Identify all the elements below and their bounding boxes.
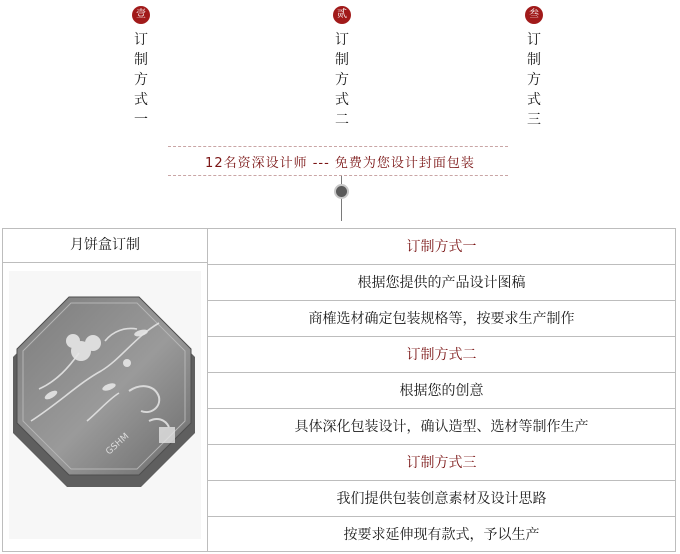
method-2-detail-1: 根据您的创意 [208, 373, 675, 409]
method-2-header: 订制方式二 [208, 337, 675, 373]
method-badge-2: 贰 [333, 6, 351, 24]
method-title-char: 订 [134, 32, 148, 48]
method-title-char: 式 [335, 92, 349, 108]
method-details-column [208, 229, 675, 551]
tagline: 12名资深设计师 --- 免费为您设计封面包装 [205, 156, 475, 171]
method-title-3 [527, 30, 541, 130]
method-badge-3: 叁 [525, 6, 543, 24]
product-brand: GSHM [104, 431, 132, 458]
method-title-char: 方 [527, 72, 541, 88]
pin-icon [336, 186, 347, 197]
customization-table [2, 228, 676, 552]
method-column-2 [330, 6, 354, 130]
method-title-char: 制 [134, 52, 148, 68]
method-title-char: 式 [527, 92, 541, 108]
tagline-bottom-divider [168, 175, 508, 176]
method-1-detail-1: 根据您提供的产品设计图稿 [208, 265, 675, 301]
product-column-header: 月饼盒订制 [3, 229, 207, 263]
method-title-char: 方 [335, 72, 349, 88]
product-column [3, 229, 208, 551]
method-title-char: 制 [335, 52, 349, 68]
method-badge-1: 壹 [132, 6, 150, 24]
method-column-3 [522, 6, 546, 130]
method-title-char: 方 [134, 72, 148, 88]
method-1-header: 订制方式一 [208, 229, 675, 265]
method-2-detail-2: 具体深化包装设计，确认造型、选材等制作生产 [208, 409, 675, 445]
method-title-char: 订 [335, 32, 349, 48]
method-title-char: 式 [134, 92, 148, 108]
method-1-detail-2: 商榷选材确定包装规格等，按要求生产制作 [208, 301, 675, 337]
method-title-char: 制 [527, 52, 541, 68]
mooncake-box-icon [9, 271, 201, 539]
method-title-char: 订 [527, 32, 541, 48]
method-column-1 [129, 6, 153, 130]
method-title-1 [134, 30, 148, 130]
pin-stem [341, 176, 342, 221]
method-3-detail-2: 按要求延伸现有款式，予以生产 [343, 527, 540, 543]
method-title-char: 二 [335, 112, 349, 128]
method-3-header: 订制方式三 [208, 445, 675, 481]
method-title-char: 一 [134, 112, 148, 128]
mooncake-box-image [9, 271, 201, 539]
method-3-detail-1: 我们提供包装创意素材及设计思路 [208, 481, 675, 517]
method-title-2 [335, 30, 349, 130]
tagline-top-divider [168, 146, 508, 147]
method-title-char: 三 [527, 112, 541, 128]
